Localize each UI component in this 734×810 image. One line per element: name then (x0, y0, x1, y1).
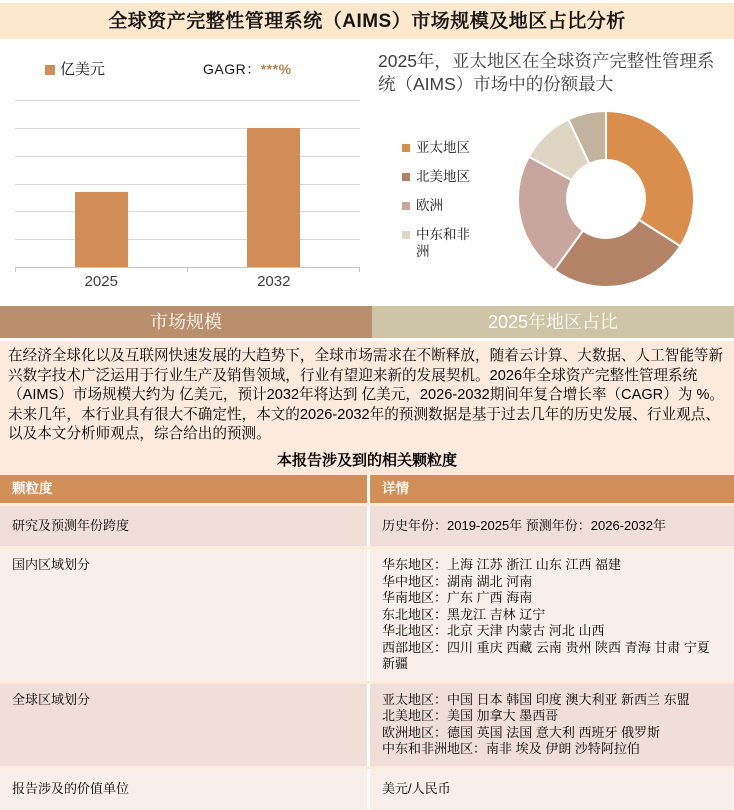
detail-line: 华东地区：上海 江苏 浙江 山东 江西 福建 (382, 557, 622, 572)
granularity-table (0, 475, 734, 810)
row-details-cell (370, 506, 734, 547)
detail-line: 亚太地区：中国 日本 韩国 印度 澳大利亚 新西兰 东盟 (382, 691, 690, 707)
gridline (15, 156, 360, 157)
pie-legend-label: 亚太地区 (416, 140, 470, 155)
gridline (15, 239, 360, 240)
axis-tick (359, 267, 360, 272)
table-row (0, 769, 734, 810)
page-title: 全球资产完整性管理系统（AIMS）市场规模及地区占比分析 (108, 11, 626, 32)
pie-legend-label: 欧洲 (416, 197, 443, 213)
pie-legend-item (402, 140, 506, 157)
detail-line: 历史年份：2019-2025年 预测年份：2026-2032年 (382, 517, 666, 533)
page-title-bar (0, 3, 734, 39)
row-details-cell (370, 769, 734, 810)
row-granularity-cell: 报告涉及的价值单位 (0, 769, 367, 810)
table-header-row (0, 475, 734, 503)
detail-line: 美元/人民币 (382, 780, 451, 796)
table-body (0, 506, 734, 810)
tab-market-size[interactable]: 市场规模 (0, 306, 372, 338)
x-label-2025: 2025 (84, 273, 118, 290)
axis-tick (187, 267, 188, 272)
detail-line: 华中地区：湖南 湖北 河南 (382, 573, 533, 589)
table-row (0, 506, 734, 547)
detail-line: 欧洲地区：德国 英国 法国 意大利 西班牙 俄罗斯 (382, 724, 661, 740)
detail-line: 华南地区：广东 广西 海南 (382, 590, 533, 605)
table-title: 本报告涉及到的相关颗粒度 (276, 451, 457, 469)
bar-plot (15, 100, 360, 267)
pie-legend-label: 中东和非洲 (416, 226, 470, 259)
detail-line: 中东和非洲地区：南非 埃及 伊朗 沙特阿拉伯 (382, 741, 640, 756)
table-header-details: 详情 (370, 475, 734, 503)
axis-tick (15, 267, 16, 272)
cagr-label: GAGR： (203, 61, 261, 77)
table-header-granularity: 颗粒度 (0, 475, 367, 503)
legend-swatch-icon (45, 65, 55, 75)
detail-line: 西部地区：四川 重庆 西藏 云南 贵州 陕西 青海 甘肃 宁夏 新疆 (382, 639, 710, 671)
charts-section (0, 40, 734, 306)
pie-legend (402, 140, 506, 272)
legend-swatch-icon (402, 202, 410, 210)
bar-chart-legend (45, 58, 375, 76)
detail-line: 东北地区：黑龙江 吉林 辽宁 (382, 606, 546, 622)
legend-swatch-icon (402, 173, 410, 181)
pie-headline: 2025年，亚太地区在全球资产完整性管理系统（AIMS）市场中的份额最大 (378, 51, 715, 95)
cagr-value: ***% (260, 61, 292, 77)
detail-line: 华北地区：北京 天津 内蒙古 河北 山西 (382, 623, 605, 638)
row-details-cell (370, 549, 734, 681)
gridline (15, 128, 360, 129)
pie-legend-item (402, 169, 506, 186)
row-granularity-cell: 国内区域划分 (0, 549, 367, 681)
legend-swatch-icon (402, 231, 410, 239)
detail-line: 北美地区：美国 加拿大 墨西哥 (382, 708, 559, 723)
gridline (15, 100, 360, 101)
gridline (15, 211, 360, 212)
x-label-2032: 2032 (257, 273, 291, 290)
pie-legend-item (402, 198, 506, 215)
content-section (0, 341, 734, 810)
summary-paragraph: 在经济全球化以及互联网快速发展的大趋势下，全球市场需求在不断释放，随着云计算、大数据、人工智能等新兴数字技术广泛运用于行业生产及销售领域，行业有望迎来新的发展契机。2026年全球资产完整性管理系统（AIMS）市场规模大约为 亿美元，预计2032年将达到 亿美元，2026-2032期间年复合增长率（CAGR）为 %。未来几年，本行业具有很大不确定性，本文的2026-2032年的预测数据是基于过去几年的历史发展、行业观点、以及本文分析师观点，综合给出的预测。 (8, 348, 725, 442)
table-row (0, 549, 734, 681)
legend-swatch-icon (402, 144, 410, 152)
cagr-text (203, 59, 292, 79)
bar-x-labels (15, 273, 360, 293)
bar-2025 (75, 192, 128, 267)
row-granularity-cell: 研究及预测年份跨度 (0, 506, 367, 547)
row-granularity-cell: 全球区域划分 (0, 684, 367, 766)
row-details-cell (370, 684, 734, 766)
pie-legend-item (402, 227, 506, 261)
bar-legend-label: 亿美元 (60, 61, 106, 78)
bar-2032 (247, 128, 300, 267)
table-row (0, 684, 734, 766)
pie-legend-label: 北美地区 (416, 168, 470, 184)
donut-chart (516, 109, 696, 289)
section-tabs (0, 306, 734, 338)
gridline (15, 184, 360, 185)
tab-region-share[interactable]: 2025年地区占比 (372, 306, 734, 338)
